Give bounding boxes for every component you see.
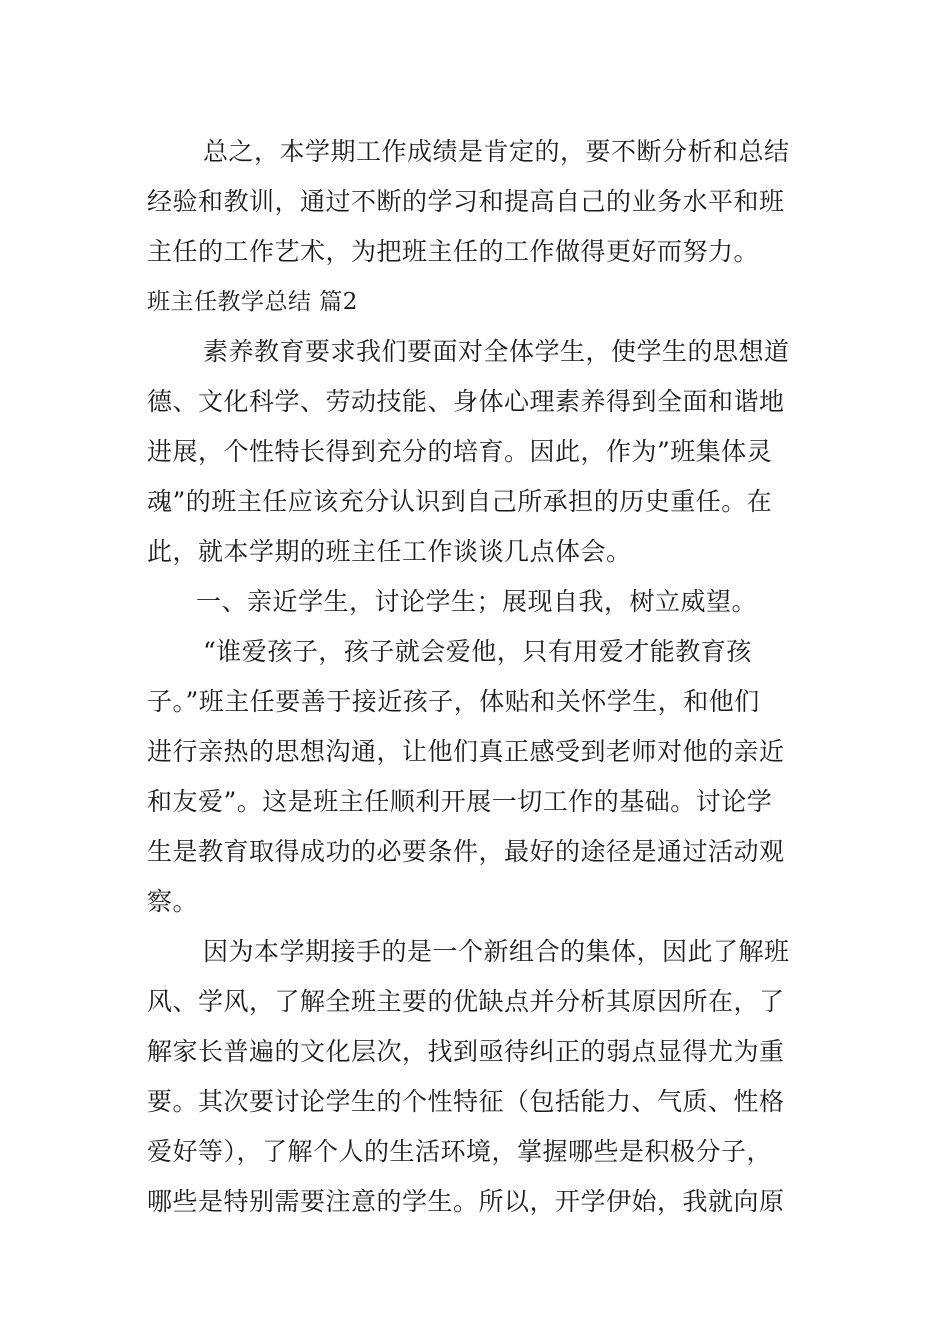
text-line: 要。其次要讨论学生的个性特征（包括能力、气质、性格: [147, 1087, 785, 1116]
text-line: “谁爱孩子，孩子就会爱他，只有用爱才能教育孩: [203, 637, 752, 666]
text-line: 察。: [147, 887, 199, 916]
text-line: 总之，本学期工作成绩是肯定的，要不断分析和总结: [203, 137, 790, 166]
subheading-line: 一、亲近学生，讨论学生；展现自我，树立威望。: [196, 587, 758, 616]
text-line: 此，就本学期的班主任工作谈谈几点体会。: [147, 537, 632, 566]
text-line: 风、学风，了解全班主要的优缺点并分析其原因所在，了: [147, 987, 785, 1016]
text-line: 解家长普遍的文化层次，找到亟待纠正的弱点显得尤为重: [147, 1037, 785, 1066]
text-line: 经验和教训，通过不断的学习和提高自己的业务水平和班: [147, 187, 785, 216]
text-line: 和友爱”。这是班主任顺利开展一切工作的基础。讨论学: [147, 787, 773, 816]
text-line: 子。”班主任要善于接近孩子，体贴和关怀学生，和他们: [147, 687, 760, 716]
text-line: 魂”的班主任应该充分认识到自己所承担的历史重任。在: [147, 487, 773, 516]
section-heading: 班主任教学总结 篇2: [147, 289, 358, 315]
text-line: 生是教育取得成功的必要条件，最好的途径是通过活动观: [147, 837, 785, 866]
text-line: 哪些是特别需要注意的学生。所以，开学伊始，我就向原: [147, 1187, 785, 1216]
text-line: 进行亲热的思想沟通，让他们真正感受到老师对他的亲近: [147, 737, 785, 766]
text-line: 爱好等），了解个人的生活环境，掌握哪些是积极分子，: [147, 1137, 773, 1166]
text-line: 德、文化科学、劳动技能、身体心理素养得到全面和谐地: [147, 387, 785, 416]
text-line: 因为本学期接手的是一个新组合的集体，因此了解班: [203, 937, 790, 966]
text-line: 主任的工作艺术，为把班主任的工作做得更好而努力。: [147, 237, 760, 266]
text-line: 进展，个性特长得到充分的培育。因此，作为”班集体灵: [147, 437, 773, 466]
text-line: 素养教育要求我们要面对全体学生，使学生的思想道: [203, 337, 790, 366]
